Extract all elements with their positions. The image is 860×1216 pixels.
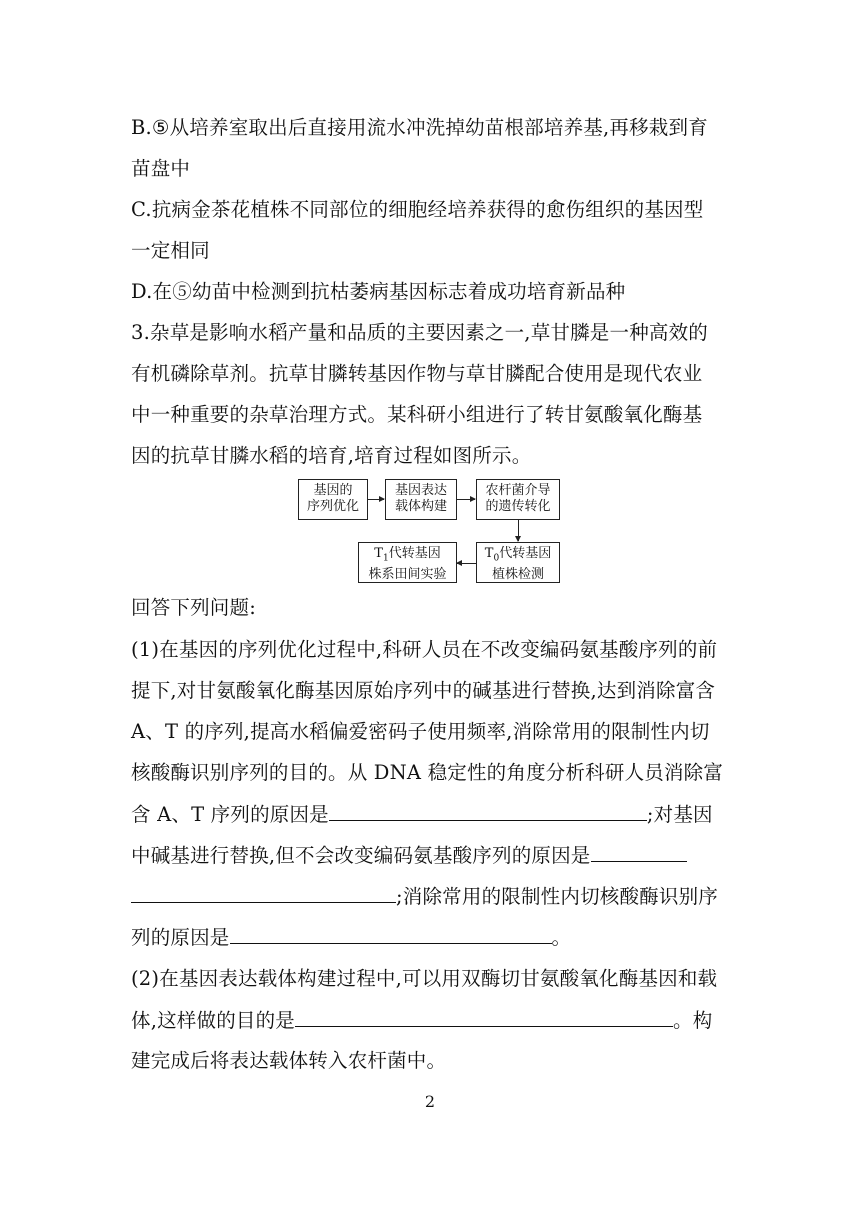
part1-line8-tail: 。 xyxy=(551,926,572,949)
answer-blank-2[interactable] xyxy=(591,843,687,862)
flow-arrow-left xyxy=(457,563,476,564)
flow-box-text xyxy=(359,546,456,567)
question3-line1: 3.杂草是影响水稻产量和品质的主要因素之一,草甘膦是一种高效的 xyxy=(131,321,709,344)
flow-box-text: 植株检测 xyxy=(491,566,544,582)
flow-box-text: 基因表达 xyxy=(394,483,447,498)
flow-box-t1-field-trial xyxy=(358,542,457,583)
answer-blank-2-cont[interactable] xyxy=(131,884,396,903)
option-c-line2: 一定相同 xyxy=(131,239,210,262)
breeding-flowchart xyxy=(298,479,560,583)
flow-box-sequence-optimization xyxy=(298,479,368,520)
part1-line1: (1)在基因的序列优化过程中,科研人员在不改变编码氨基酸序列的前 xyxy=(131,638,718,661)
option-b-line2: 苗盘中 xyxy=(131,157,191,180)
answer-blank-3[interactable] xyxy=(230,925,552,944)
part2-line2 xyxy=(131,1008,741,1033)
option-b-line1: B.⑤从培养室取出后直接用流水冲洗掉幼苗根部培养基,再移栽到育 xyxy=(131,116,708,139)
question3-line2: 有机磷除草剂。抗草甘膦转基因作物与草甘膦配合使用是现代农业 xyxy=(131,362,703,385)
option-d-line: D.在⑤幼苗中检测到抗枯萎病基因标志着成功培育新品种 xyxy=(131,280,626,303)
t1-label: T xyxy=(374,546,383,561)
part1-line8 xyxy=(131,925,741,950)
flow-box-text: 的遗传转化 xyxy=(485,499,551,514)
page-number: 2 xyxy=(424,1092,436,1111)
part1-line7-text: ;消除常用的限制性内切核酸酶识别序 xyxy=(396,885,718,908)
t0-suffix: 代转基因 xyxy=(499,546,552,561)
answer-blank-1[interactable] xyxy=(329,802,647,821)
answer-blank-4[interactable] xyxy=(295,1008,673,1027)
part2-line1: (2)在基因表达载体构建过程中,可以用双酶切甘氨酸氧化酶基因和载 xyxy=(131,967,718,990)
part2-line2-tail: 。构 xyxy=(673,1009,713,1032)
part1-line5-text: 含 A、T 序列的原因是 xyxy=(131,803,329,826)
option-c-line1: C.抗病金茶花植株不同部位的细胞经培养获得的愈伤组织的基因型 xyxy=(131,198,704,221)
t0-label: T xyxy=(484,546,494,561)
part1-line2: 提下,对甘氨酸氧化酶基因原始序列中的碱基进行替换,达到消除富含 xyxy=(131,679,716,702)
question3-line4: 因的抗草甘膦水稻的培育,培育过程如图所示。 xyxy=(131,444,532,467)
flow-box-text: 株系田间实验 xyxy=(368,566,447,582)
flow-box-text: 序列优化 xyxy=(306,499,359,514)
flow-box-text xyxy=(477,546,559,567)
part1-line3: A、T 的序列,提高水稻偏爱密码子使用频率,消除常用的限制性内切 xyxy=(131,720,710,743)
flow-arrow-down xyxy=(518,520,519,541)
part1-line7 xyxy=(131,884,741,909)
part1-line8-text: 列的原因是 xyxy=(131,926,230,949)
flow-box-text: 基因的 xyxy=(313,483,353,498)
part1-line6-text: 中碱基进行替换,但不会改变编码氨基酸序列的原因是 xyxy=(131,844,591,867)
part2-line2-text: 体,这样做的目的是 xyxy=(131,1009,295,1032)
flow-box-t0-detection xyxy=(476,542,560,583)
flow-arrow-right xyxy=(457,499,475,500)
flow-box-text: 载体构建 xyxy=(394,499,447,514)
flow-box-vector-construction xyxy=(385,479,457,520)
flow-arrow-right xyxy=(368,499,384,500)
question3-line3: 中一种重要的杂草治理方式。某科研小组进行了转甘氨酸氧化酶基 xyxy=(131,403,703,426)
answer-prompt: 回答下列问题: xyxy=(131,596,256,619)
part1-line4: 核酸酶识别序列的目的。从 DNA 稳定性的角度分析科研人员消除富 xyxy=(131,761,724,784)
flow-box-text: 农杆菌介导 xyxy=(485,483,551,498)
part1-line5 xyxy=(131,802,741,827)
part1-line6 xyxy=(131,843,741,868)
part2-line3: 建完成后将表达载体转入农杆菌中。 xyxy=(131,1049,447,1072)
part1-line5-tail: ;对基因 xyxy=(646,803,713,826)
t1-suffix: 代转基因 xyxy=(388,546,441,561)
flow-box-agrobacterium-transformation xyxy=(476,479,560,520)
t1-subscript: 1 xyxy=(382,553,389,564)
t0-subscript: 0 xyxy=(493,553,500,564)
